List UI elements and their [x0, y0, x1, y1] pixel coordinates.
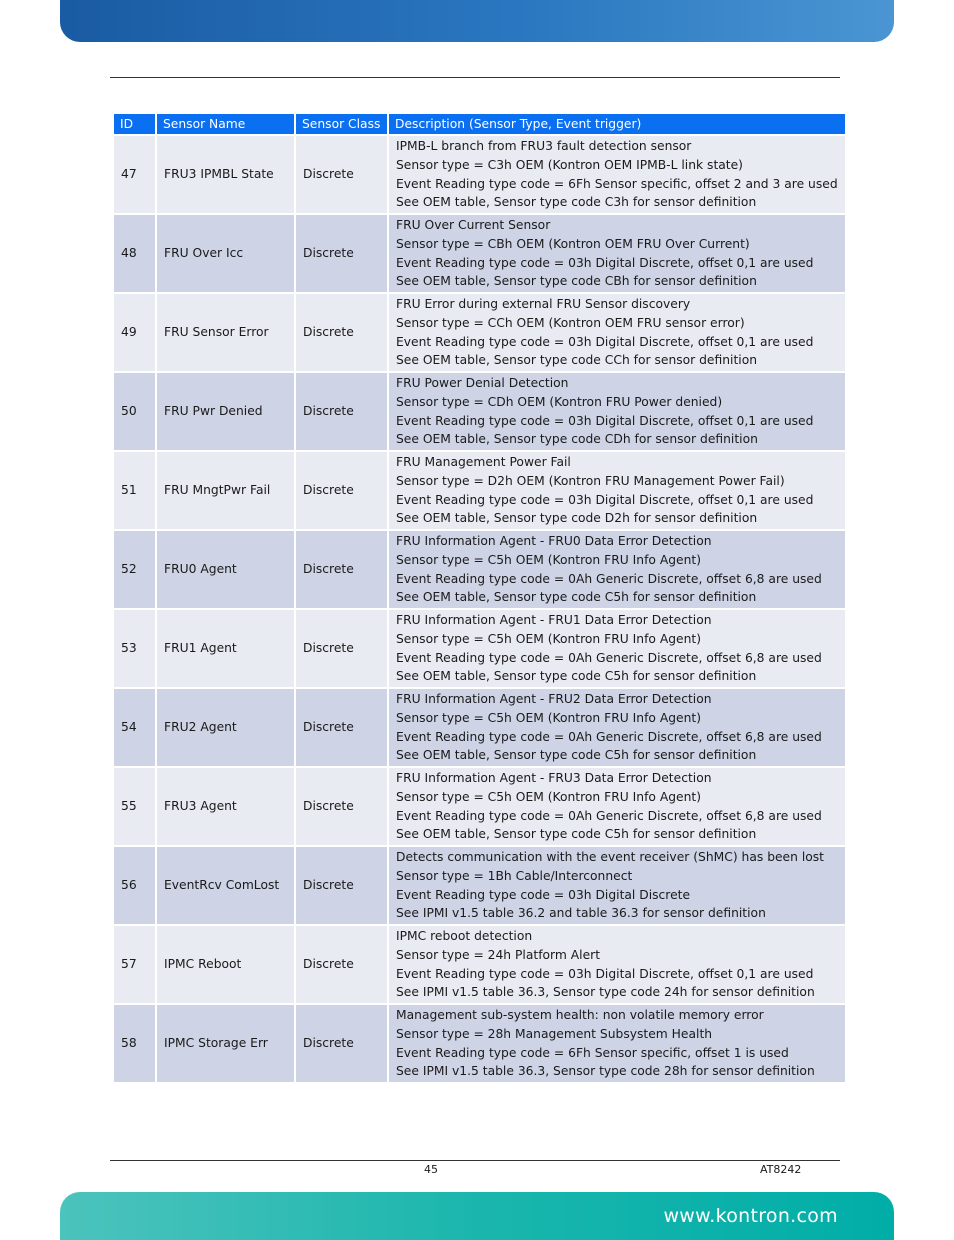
description-line: Event Reading type code = 03h Digital Discrete [396, 887, 691, 902]
sensor-name-cell: FRU Over Icc [157, 215, 294, 294]
sensor-description-cell [389, 689, 845, 768]
table-row [114, 136, 845, 215]
description-line: FRU Information Agent - FRU2 Data Error Detection [396, 691, 712, 706]
sensor-name-cell: FRU Pwr Denied [157, 373, 294, 452]
table-row [114, 610, 845, 689]
sensor-description-cell [389, 294, 845, 373]
sensor-class-cell: Discrete [296, 926, 387, 1005]
sensor-name-cell: IPMC Storage Err [157, 1005, 294, 1084]
description-line: Event Reading type code = 0Ah Generic Discrete, offset 6,8 are used [396, 571, 822, 586]
description-line: FRU Error during external FRU Sensor discovery [396, 296, 691, 311]
bottom-banner [60, 1192, 894, 1240]
page-number: 45 [424, 1163, 438, 1176]
sensor-id-cell: 51 [114, 452, 155, 531]
header-description: Description (Sensor Type, Event trigger) [389, 114, 845, 136]
sensor-name-cell: FRU1 Agent [157, 610, 294, 689]
sensor-class-cell: Discrete [296, 215, 387, 294]
sensor-id-cell: 48 [114, 215, 155, 294]
sensor-id-cell: 47 [114, 136, 155, 215]
sensor-name-cell: FRU2 Agent [157, 689, 294, 768]
sensor-id-cell: 56 [114, 847, 155, 926]
sensor-name-cell: FRU0 Agent [157, 531, 294, 610]
description-line: Event Reading type code = 03h Digital Discrete, offset 0,1 are used [396, 255, 814, 270]
description-line: See IPMI v1.5 table 36.3, Sensor type code 24h for sensor definition [396, 985, 815, 1000]
sensor-class-cell: Discrete [296, 689, 387, 768]
sensor-id-cell: 57 [114, 926, 155, 1005]
description-line: Sensor type = C5h OEM (Kontron FRU Info Agent) [396, 631, 702, 646]
sensor-id-cell: 50 [114, 373, 155, 452]
table-row [114, 847, 845, 926]
sensor-description-cell [389, 1005, 845, 1084]
table-row [114, 373, 845, 452]
sensor-description-cell [389, 452, 845, 531]
sensor-class-cell: Discrete [296, 847, 387, 926]
description-line: Event Reading type code = 0Ah Generic Discrete, offset 6,8 are used [396, 650, 822, 665]
header-id: ID [114, 114, 155, 136]
description-line: Event Reading type code = 03h Digital Discrete, offset 0,1 are used [396, 966, 814, 981]
footer-rule [110, 1160, 840, 1161]
description-line: Sensor type = 28h Management Subsystem Health [396, 1026, 713, 1041]
description-line: Sensor type = C5h OEM (Kontron FRU Info Agent) [396, 789, 702, 804]
description-line: See OEM table, Sensor type code CDh for sensor definition [396, 432, 758, 447]
sensor-description-cell [389, 768, 845, 847]
description-line: See IPMI v1.5 table 36.2 and table 36.3 for sensor definition [396, 906, 766, 921]
description-line: Management sub-system health: non volatile memory error [396, 1007, 764, 1022]
sensor-id-cell: 53 [114, 610, 155, 689]
sensor-name-cell: FRU MngtPwr Fail [157, 452, 294, 531]
description-line: Sensor type = C3h OEM (Kontron OEM IPMB-L link state) [396, 157, 743, 172]
document-name: AT8242 [760, 1163, 802, 1176]
sensor-id-cell: 49 [114, 294, 155, 373]
description-line: Event Reading type code = 6Fh Sensor specific, offset 2 and 3 are used [396, 176, 838, 191]
header-sensor-name: Sensor Name [157, 114, 294, 136]
description-line: Event Reading type code = 0Ah Generic Discrete, offset 6,8 are used [396, 808, 822, 823]
description-line: See OEM table, Sensor type code C5h for sensor definition [396, 669, 757, 684]
sensor-name-cell: IPMC Reboot [157, 926, 294, 1005]
sensor-id-cell: 58 [114, 1005, 155, 1084]
description-line: FRU Information Agent - FRU1 Data Error Detection [396, 612, 712, 627]
description-line: Sensor type = CBh OEM (Kontron OEM FRU Over Current) [396, 236, 750, 251]
table-row [114, 294, 845, 373]
description-line: FRU Power Denial Detection [396, 375, 569, 390]
sensor-description-cell [389, 926, 845, 1005]
description-line: Sensor type = C5h OEM (Kontron FRU Info Agent) [396, 552, 702, 567]
sensor-description-cell [389, 531, 845, 610]
sensor-id-cell: 52 [114, 531, 155, 610]
header-sensor-class: Sensor Class [296, 114, 387, 136]
sensor-name-cell: FRU3 IPMBL State [157, 136, 294, 215]
description-line: See OEM table, Sensor type code C5h for sensor definition [396, 590, 757, 605]
sensor-description-cell [389, 610, 845, 689]
sensor-id-cell: 54 [114, 689, 155, 768]
table-row [114, 1005, 845, 1084]
description-line: FRU Over Current Sensor [396, 217, 551, 232]
description-line: Sensor type = D2h OEM (Kontron FRU Management Power Fail) [396, 473, 785, 488]
table-row [114, 926, 845, 1005]
description-line: FRU Information Agent - FRU3 Data Error Detection [396, 770, 712, 785]
description-line: Event Reading type code = 0Ah Generic Discrete, offset 6,8 are used [396, 729, 822, 744]
sensor-class-cell: Discrete [296, 1005, 387, 1084]
sensor-class-cell: Discrete [296, 452, 387, 531]
sensor-description-cell [389, 215, 845, 294]
sensor-name-cell: FRU3 Agent [157, 768, 294, 847]
sensor-class-cell: Discrete [296, 294, 387, 373]
description-line: Sensor type = 24h Platform Alert [396, 947, 601, 962]
sensor-class-cell: Discrete [296, 373, 387, 452]
sensor-description-cell [389, 373, 845, 452]
description-line: See OEM table, Sensor type code C5h for sensor definition [396, 748, 757, 763]
description-line: Event Reading type code = 6Fh Sensor specific, offset 1 is used [396, 1045, 789, 1060]
description-line: Sensor type = CDh OEM (Kontron FRU Power denied) [396, 394, 723, 409]
description-line: Sensor type = C5h OEM (Kontron FRU Info Agent) [396, 710, 702, 725]
description-line: Sensor type = CCh OEM (Kontron OEM FRU sensor error) [396, 315, 745, 330]
website-url[interactable]: www.kontron.com [663, 1205, 838, 1227]
description-line: FRU Information Agent - FRU0 Data Error Detection [396, 533, 712, 548]
description-line: See OEM table, Sensor type code C5h for sensor definition [396, 827, 757, 842]
description-line: See OEM table, Sensor type code D2h for sensor definition [396, 511, 758, 526]
top-banner [60, 0, 894, 42]
description-line: See OEM table, Sensor type code CCh for sensor definition [396, 353, 758, 368]
table-row [114, 452, 845, 531]
description-line: Event Reading type code = 03h Digital Discrete, offset 0,1 are used [396, 492, 814, 507]
description-line: See OEM table, Sensor type code CBh for sensor definition [396, 274, 757, 289]
description-line: IPMB-L branch from FRU3 fault detection sensor [396, 138, 692, 153]
description-line: Event Reading type code = 03h Digital Discrete, offset 0,1 are used [396, 413, 814, 428]
sensor-description-cell [389, 136, 845, 215]
sensor-class-cell: Discrete [296, 610, 387, 689]
table-row [114, 531, 845, 610]
sensor-name-cell: EventRcv ComLost [157, 847, 294, 926]
table-row [114, 768, 845, 847]
description-line: See IPMI v1.5 table 36.3, Sensor type code 28h for sensor definition [396, 1064, 815, 1079]
table-body [114, 136, 845, 1084]
sensor-id-cell: 55 [114, 768, 155, 847]
sensor-name-cell: FRU Sensor Error [157, 294, 294, 373]
description-line: FRU Management Power Fail [396, 454, 571, 469]
header-rule [110, 77, 840, 78]
description-line: Detects communication with the event receiver (ShMC) has been lost [396, 849, 824, 864]
table-row [114, 215, 845, 294]
table-row [114, 689, 845, 768]
description-line: Event Reading type code = 03h Digital Discrete, offset 0,1 are used [396, 334, 814, 349]
sensor-description-cell [389, 847, 845, 926]
description-line: See OEM table, Sensor type code C3h for sensor definition [396, 195, 757, 210]
sensor-class-cell: Discrete [296, 136, 387, 215]
sensor-table [112, 114, 847, 1084]
sensor-class-cell: Discrete [296, 768, 387, 847]
description-line: Sensor type = 1Bh Cable/Interconnect [396, 868, 633, 883]
table-header-row [114, 114, 845, 136]
sensor-class-cell: Discrete [296, 531, 387, 610]
description-line: IPMC reboot detection [396, 928, 533, 943]
